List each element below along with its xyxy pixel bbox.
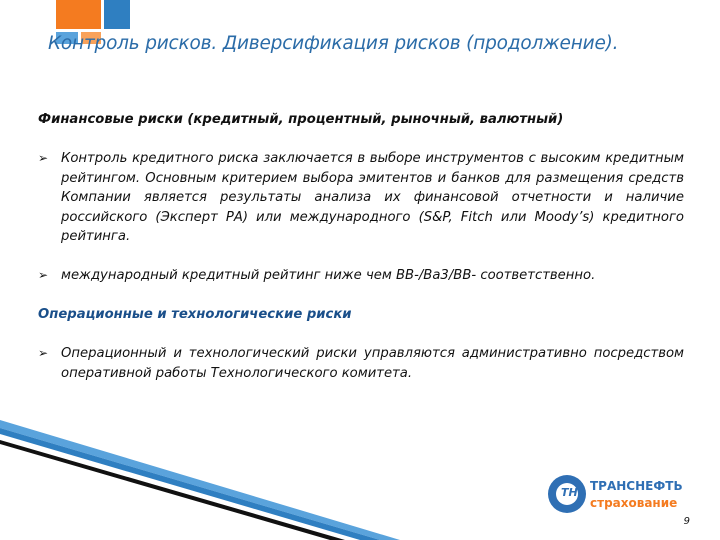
- header-orange-block: [56, 0, 101, 29]
- slide-title: Контроль рисков. Диверсификация рисков (продолжение).: [48, 33, 619, 54]
- header-blue-block: [104, 0, 130, 29]
- stripe-dark: [0, 440, 345, 540]
- arrow-bullet-icon: ➢: [38, 151, 49, 165]
- decorative-bottom-stripe: [0, 400, 720, 540]
- bullet-credit-risk-control: [38, 149, 684, 247]
- slide-content: [38, 110, 684, 383]
- arrow-bullet-icon: ➢: [38, 268, 49, 282]
- logo-subtitle: страхование: [590, 496, 678, 510]
- bullet-international-rating: [38, 266, 684, 286]
- bullet-operational-risk: [38, 344, 684, 383]
- logo-circle-icon: ТН: [548, 475, 586, 513]
- page-number: 9: [683, 516, 690, 527]
- logo-name: ТРАНСНЕФТЬ: [590, 479, 683, 493]
- section-heading-operational: Операционные и технологические риски: [38, 307, 352, 322]
- bullet-text: Операционный и технологический риски управляются административно посредством оперативной работы Технологического комитета.: [61, 346, 684, 381]
- arrow-bullet-icon: ➢: [38, 346, 49, 360]
- bullet-text: Контроль кредитного риска заключается в выборе инструментов с высоким кредитным рейтингом. Основным критерием выбора эмитентов и банков для размещения средств Компании является результаты анализа их финансовой отчетности и наличие российского (Эксперт РА) или международного (S&P, Fitch или Moody’s) кредитного рейтинга.: [61, 151, 684, 244]
- stripe-light-blue: [0, 420, 400, 540]
- bullet-text: международный кредитный рейтинг ниже чем ВВ-/Ва3/ВВ- соответственно.: [61, 268, 596, 283]
- company-logo: [548, 475, 688, 515]
- section-heading-financial: Финансовые риски (кредитный, процентный, рыночный, валютный): [38, 112, 564, 127]
